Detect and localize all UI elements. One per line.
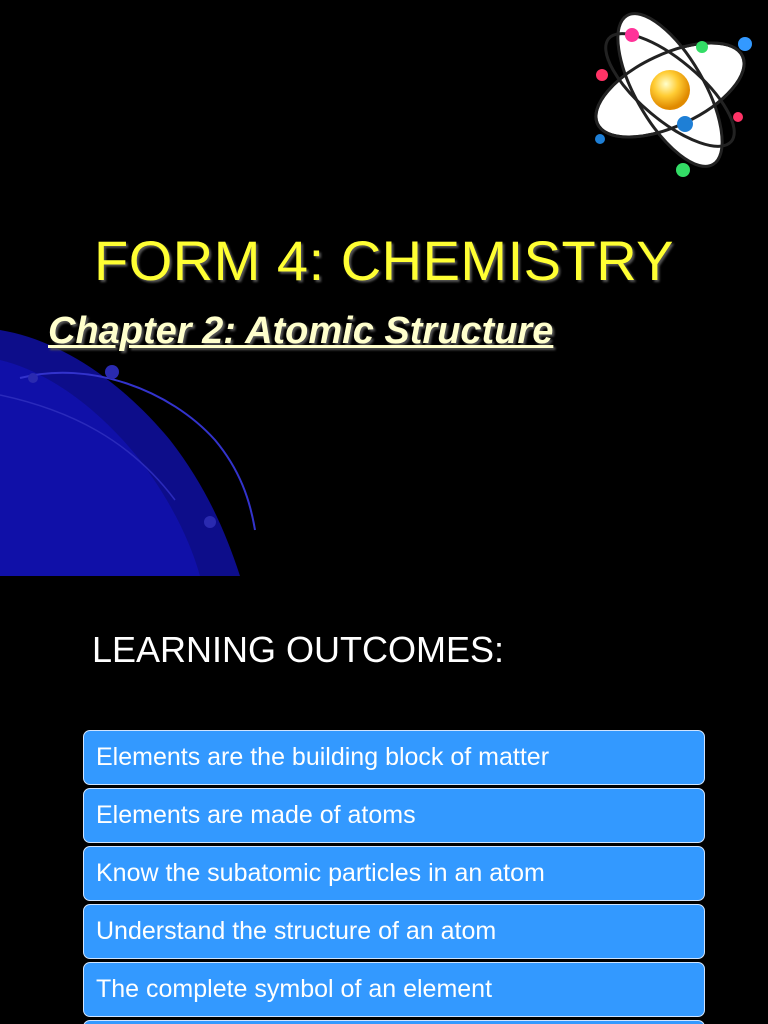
learning-outcomes-slide [0, 576, 768, 1024]
outcomes-list [83, 730, 705, 1024]
list-item: Elements are the building block of matter [83, 730, 705, 785]
learning-outcomes-heading: LEARNING OUTCOMES: [92, 629, 505, 670]
chapter-subtitle: Chapter 2: Atomic Structure [48, 310, 554, 352]
list-item: Understand the structure of an atom [83, 904, 705, 959]
list-item-partial [83, 1020, 705, 1024]
atom-icon [588, 2, 758, 182]
list-item: Know the subatomic particles in an atom [83, 846, 705, 901]
page-title: FORM 4: CHEMISTRY [94, 229, 674, 292]
list-item: The complete symbol of an element [83, 962, 705, 1017]
list-item: Elements are made of atoms [83, 788, 705, 843]
